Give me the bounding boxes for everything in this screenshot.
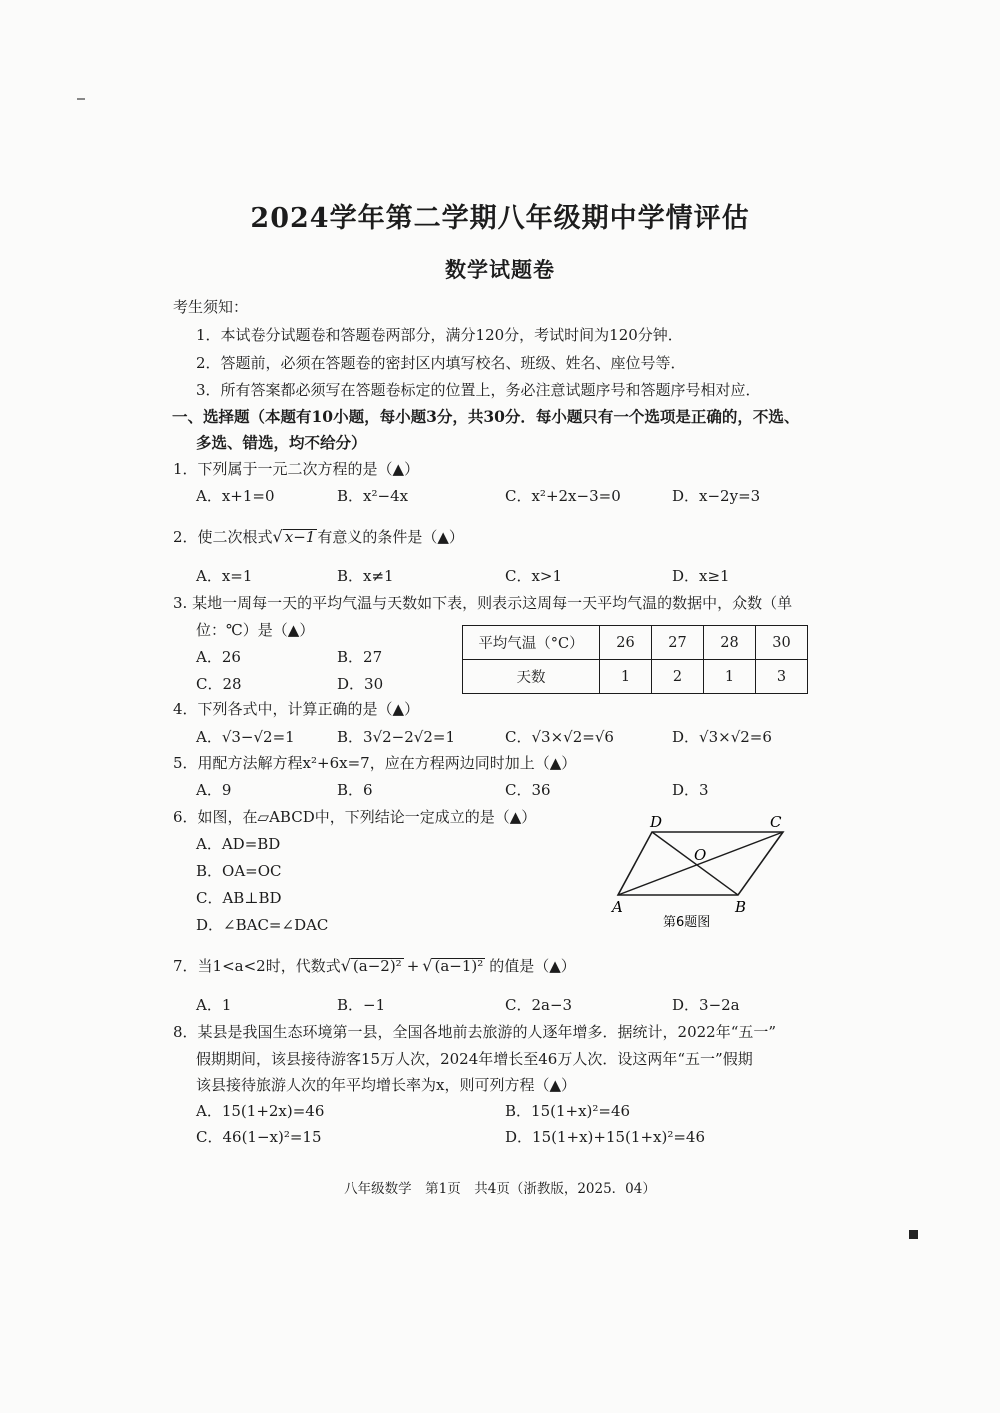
q6-option-a: A．AD=BD	[196, 835, 281, 853]
q5-option-a: A．9	[196, 781, 232, 799]
q7-expr-1: (a−2)²	[352, 957, 402, 975]
row-header: 天数	[463, 660, 600, 694]
q7-expr-2: (a−1)²	[434, 957, 484, 975]
q4-option-a: A．√3−√2=1	[196, 728, 295, 746]
q1-option-d: D．x−2y=3	[672, 487, 761, 505]
scan-mark	[77, 98, 85, 100]
table-cell: 1	[600, 660, 652, 694]
notice-heading: 考生须知：	[173, 298, 249, 316]
notice-item: 2．答题前，必须在答题卷的密封区内填写校名、班级、姓名、座位号等．	[196, 354, 686, 372]
q2-option-d: D．x≥1	[672, 567, 730, 585]
q7-option-d: D．3−2a	[672, 996, 740, 1014]
q7-stem-start: 7．当1<a<2时，代数式	[173, 957, 341, 975]
q1-option-b: B．x²−4x	[337, 487, 409, 505]
section-heading-cont: 多选、错选，均不给分）	[196, 433, 367, 452]
figure-caption: 第6题图	[663, 915, 711, 930]
vertex-label-a: A	[612, 898, 623, 916]
q3-option-a: A．26	[196, 648, 241, 666]
q2-option-c: C．x>1	[505, 567, 563, 585]
q2-stem-start: 2．使二次根式	[173, 528, 273, 546]
q3-option-c: C．28	[196, 675, 242, 693]
row-header: 平均气温（°C）	[463, 626, 600, 660]
radical-sign: √	[340, 956, 351, 975]
q3-option-d: D．30	[337, 675, 384, 693]
q1-option-c: C．x²+2x−3=0	[505, 487, 621, 505]
q7-option-c: C．2a−3	[505, 996, 573, 1014]
q5-option-b: B．6	[337, 781, 373, 799]
question-5-stem: 5．用配方法解方程x²+6x=7，应在方程两边同时加上（▲）	[173, 754, 577, 772]
q5-option-c: C．36	[505, 781, 551, 799]
q1-option-a: A．x+1=0	[196, 487, 275, 505]
exam-subtitle: 数学试题卷	[445, 257, 555, 282]
temperature-table	[462, 625, 808, 694]
question-8-stem: 8．某县是我国生态环境第一县，全国各地前去旅游的人逐年增多．据统计，2022年“五一”	[173, 1023, 777, 1041]
q4-option-d: D．√3×√2=6	[672, 728, 772, 746]
question-6-stem: 6．如图，在▱ABCD中，下列结论一定成立的是（▲）	[173, 808, 537, 826]
q6-option-d: D．∠BAC=∠DAC	[196, 916, 329, 934]
q6-option-b: B．OA=OC	[196, 862, 282, 880]
question-1-stem: 1．下列属于一元二次方程的是（▲）	[173, 460, 420, 478]
question-8-stem-cont: 假期期间，该县接待游客15万人次，2024年增长至46万人次．设这两年“五一”假期	[196, 1050, 753, 1068]
scan-mark	[909, 1230, 918, 1239]
section-heading: 一、选择题（本题有10小题，每小题3分，共30分．每小题只有一个选项是正确的，不选、	[172, 407, 800, 426]
table-cell: 2	[652, 660, 704, 694]
parallelogram-figure	[600, 808, 800, 938]
table-cell: 1	[704, 660, 756, 694]
vertex-label-d: D	[650, 813, 663, 831]
table-cell: 26	[600, 626, 652, 660]
exam-title: 2024学年第二学期八年级期中学情评估	[250, 203, 750, 234]
table-cell: 3	[756, 660, 808, 694]
q7-option-a: A．1	[196, 996, 232, 1014]
vertex-label-c: C	[770, 813, 782, 831]
q8-option-a: A．15(1+2x)=46	[196, 1102, 325, 1120]
question-8-stem-cont: 该县接待旅游人次的年平均增长率为x，则可列方程（▲）	[196, 1076, 576, 1094]
plus-sign: +	[406, 957, 420, 975]
q2-radicand: x−1	[284, 528, 316, 546]
notice-item: 3．所有答案都必须写在答题卷标定的位置上，务必注意试题序号和答题序号相对应．	[196, 381, 761, 399]
q4-option-b: B．3√2−2√2=1	[337, 728, 455, 746]
radical-sign: √	[422, 956, 433, 975]
q3-option-b: B．27	[337, 648, 383, 666]
q8-option-d: D．15(1+x)+15(1+x)²=46	[505, 1128, 705, 1146]
vertex-label-o: O	[694, 846, 707, 864]
page-footer: 八年级数学 第1页 共4页（浙教版，2025．04）	[344, 1181, 656, 1197]
question-4-stem: 4．下列各式中，计算正确的是（▲）	[173, 700, 420, 718]
question-7-stem	[173, 955, 576, 976]
table-row	[463, 626, 808, 660]
q8-option-c: C．46(1−x)²=15	[196, 1128, 322, 1146]
question-3-stem: 3. 某地一周每一天的平均气温与天数如下表，则表示这周每一天平均气温的数据中，众数（单	[173, 594, 793, 612]
notice-item: 1．本试卷分试题卷和答题卷两部分，满分120分，考试时间为120分钟．	[196, 326, 683, 344]
table-cell: 28	[704, 626, 756, 660]
q8-option-b: B．15(1+x)²=46	[505, 1102, 631, 1120]
q2-stem-end: 有意义的条件是（▲）	[317, 528, 464, 546]
q7-option-b: B．−1	[337, 996, 386, 1014]
vertex-label-b: B	[735, 898, 747, 916]
question-2-stem	[173, 526, 464, 547]
table-cell: 30	[756, 626, 808, 660]
q5-option-d: D．3	[672, 781, 709, 799]
table-cell: 27	[652, 626, 704, 660]
q6-option-c: C．AB⊥BD	[196, 889, 282, 907]
q4-option-c: C．√3×√2=√6	[505, 728, 614, 746]
q2-option-b: B．x≠1	[337, 567, 394, 585]
q2-option-a: A．x=1	[196, 567, 253, 585]
question-3-stem-cont: 位：℃）是（▲）	[196, 621, 315, 639]
radical-sign: √	[272, 527, 283, 546]
q7-stem-end: 的值是（▲）	[489, 957, 576, 975]
table-row	[463, 660, 808, 694]
